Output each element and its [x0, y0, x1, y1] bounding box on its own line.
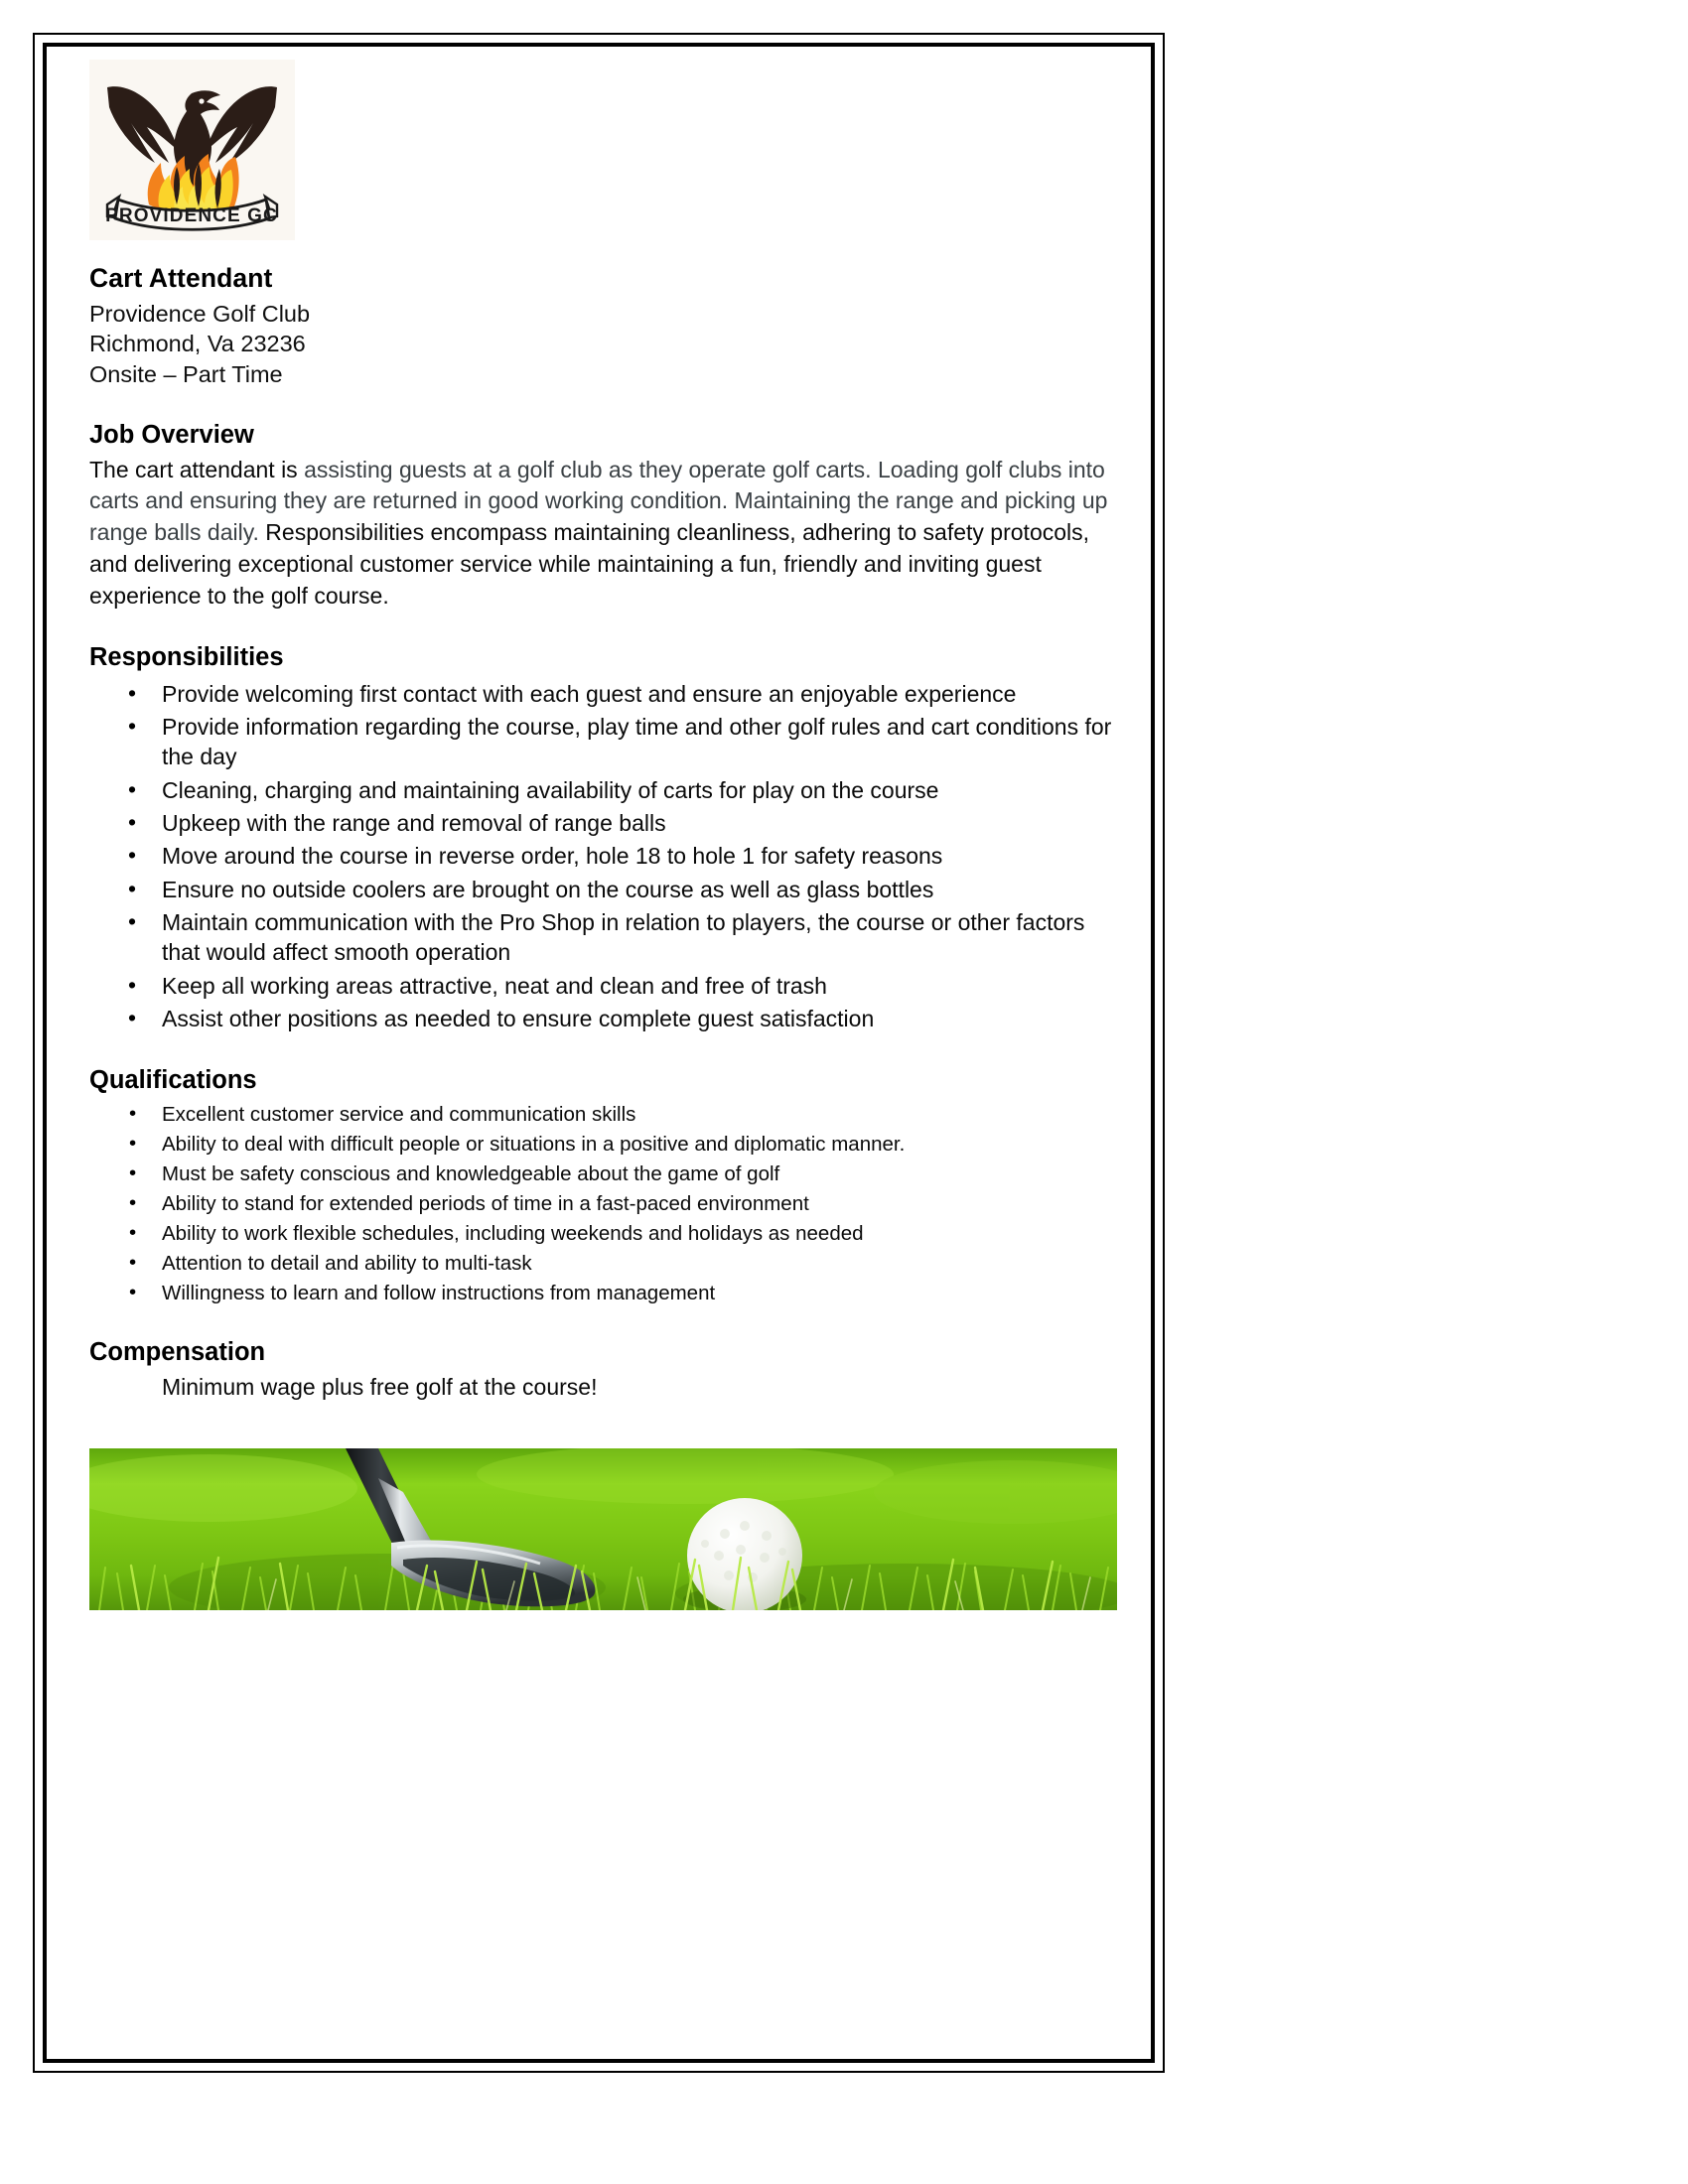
list-item: • Ability to deal with difficult people or situations in a positive and diplomatic manner.	[89, 1131, 1120, 1158]
work-type: Onsite – Part Time	[89, 360, 283, 387]
compensation-text: Minimum wage plus free golf at the course!	[162, 1374, 598, 1401]
list-item: • Maintain communication with the Pro Shop in relation to players, the course or other factors that would affect smooth operation	[89, 907, 1120, 968]
overview-body-black: Responsibilities encompass maintaining cleanliness, adhering to safety protocols, and delivering exceptional customer service while maintaining a fun, friendly and inviting guest experience to the golf course.	[89, 519, 1090, 609]
list-item: • Ability to stand for extended periods of time in a fast-paced environment	[89, 1190, 1120, 1217]
section-heading-job-overview: Job Overview	[89, 420, 254, 449]
list-item: • Assist other positions as needed to ensure complete guest satisfaction	[89, 1004, 1120, 1033]
list-item: • Attention to detail and ability to multi-task	[89, 1250, 1120, 1277]
qualifications-list	[89, 1101, 1120, 1306]
list-item: • Must be safety conscious and knowledgeable about the game of golf	[89, 1160, 1120, 1187]
list-item: • Provide information regarding the course, play time and other golf rules and cart conditions for the day	[89, 712, 1120, 772]
job-overview-paragraph	[89, 455, 1120, 613]
list-item: • Move around the course in reverse order, hole 18 to hole 1 for safety reasons	[89, 841, 1120, 871]
section-heading-responsibilities: Responsibilities	[89, 643, 284, 672]
overview-body-grey: assisting guests at a golf club as they operate golf carts. Loading golf clubs into carts and ensuring they are returned in good working condition. Maintaining the range and picking up range balls daily.	[89, 456, 1108, 546]
company-name: Providence Golf Club	[89, 301, 311, 328]
phoenix-flames-logo	[89, 60, 295, 240]
list-item: • Cleaning, charging and maintaining availability of carts for play on the course	[89, 775, 1120, 805]
document-content	[63, 60, 1138, 2045]
list-item: • Excellent customer service and communication skills	[89, 1101, 1120, 1128]
list-item: • Provide welcoming first contact with each guest and ensure an enjoyable experience	[89, 679, 1120, 709]
list-item: • Ability to work flexible schedules, including weekends and holidays as needed	[89, 1220, 1120, 1247]
logo-banner-text: PROVIDENCE GC	[105, 205, 278, 226]
list-item: • Ensure no outside coolers are brought on the course as well as glass bottles	[89, 875, 1120, 904]
golf-club-and-ball-on-grass-photo	[89, 1448, 1117, 1610]
section-heading-compensation: Compensation	[89, 1337, 266, 1366]
responsibilities-list	[89, 679, 1120, 1034]
list-item: • Keep all working areas attractive, neat and clean and free of trash	[89, 971, 1120, 1001]
section-heading-qualifications: Qualifications	[89, 1065, 257, 1094]
list-item: • Upkeep with the range and removal of range balls	[89, 808, 1120, 838]
location: Richmond, Va 23236	[89, 331, 306, 357]
page-title: Cart Attendant	[89, 263, 273, 293]
overview-lead: The cart attendant is	[89, 456, 305, 482]
list-item: • Willingness to learn and follow instructions from management	[89, 1280, 1120, 1306]
